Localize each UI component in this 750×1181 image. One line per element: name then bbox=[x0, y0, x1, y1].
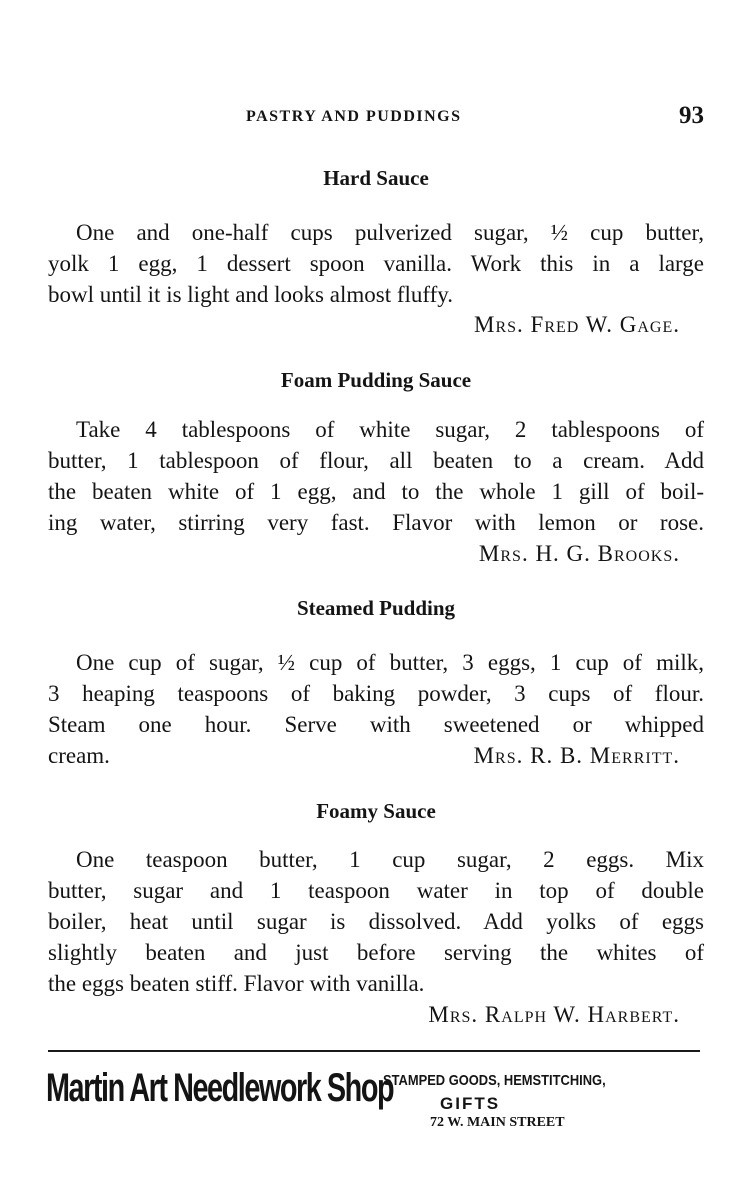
ad-services: STAMPED GOODS, HEMSTITCHING, bbox=[383, 1072, 606, 1089]
recipe-text-line: One cup of sugar, ½ cup of butter, 3 eggs, 1 cup of milk, bbox=[76, 650, 704, 675]
recipe-text-line: cream. bbox=[48, 743, 110, 768]
contributor-signature: Mrs. Fred W. Gage. bbox=[474, 312, 680, 337]
recipe-text-line: bowl until it is light and looks almost fluffy. bbox=[48, 282, 454, 307]
recipe-title: Steamed Pudding bbox=[296, 596, 456, 620]
contributor-signature: Mrs. H. G. Brooks. bbox=[478, 541, 680, 566]
recipe-text-line: slightly beaten and just before serving the whites of bbox=[48, 940, 704, 965]
recipe-text-line: the eggs beaten stiff. Flavor with vanilla. bbox=[48, 971, 425, 996]
ad-gifts: GIFTS bbox=[440, 1094, 501, 1113]
recipe-title: Hard Sauce bbox=[323, 166, 429, 190]
recipe-text-line: One and one-half cups pulverized sugar, ½ cup butter, bbox=[76, 220, 704, 245]
running-header bbox=[0, 102, 750, 132]
section-title: PASTRY AND PUDDINGS bbox=[246, 108, 462, 125]
recipe-text-line: boiler, heat until sugar is dissolved. Add yolks of eggs bbox=[48, 909, 704, 934]
ad-address: 72 W. MAIN STREET bbox=[430, 1115, 565, 1130]
recipe-text-line: butter, 1 tablespoon of flour, all beaten to a cream. Add bbox=[48, 448, 704, 473]
recipe-text-line: ing water, stirring very fast. Flavor with lemon or rose. bbox=[48, 510, 704, 535]
recipe-text-line: Take 4 tablespoons of white sugar, 2 tablespoons of bbox=[76, 417, 704, 442]
page-number: 93 bbox=[679, 102, 704, 129]
recipe-text-line: One teaspoon butter, 1 cup sugar, 2 eggs. Mix bbox=[76, 847, 704, 872]
contributor-signature: Mrs. Ralph W. Harbert. bbox=[428, 1002, 680, 1027]
advertisement bbox=[0, 1060, 750, 1160]
recipe-title: Foam Pudding Sauce bbox=[280, 368, 472, 392]
recipe-text-line: butter, sugar and 1 teaspoon water in top of double bbox=[48, 878, 704, 903]
contributor-signature: Mrs. R. B. Merritt. bbox=[473, 743, 680, 768]
ad-shop-name: Martin Art Needlework Shop bbox=[46, 1066, 394, 1110]
recipe-text-line: 3 heaping teaspoons of baking powder, 3 cups of flour. bbox=[48, 681, 704, 706]
recipe-text-line: Steam one hour. Serve with sweetened or whipped bbox=[48, 712, 704, 737]
recipe-text-line: yolk 1 egg, 1 dessert spoon vanilla. Work this in a large bbox=[48, 251, 704, 276]
recipe-text-line: the beaten white of 1 egg, and to the whole 1 gill of boil- bbox=[48, 479, 704, 504]
recipe-title: Foamy Sauce bbox=[316, 799, 436, 823]
footer-divider bbox=[48, 1050, 700, 1052]
